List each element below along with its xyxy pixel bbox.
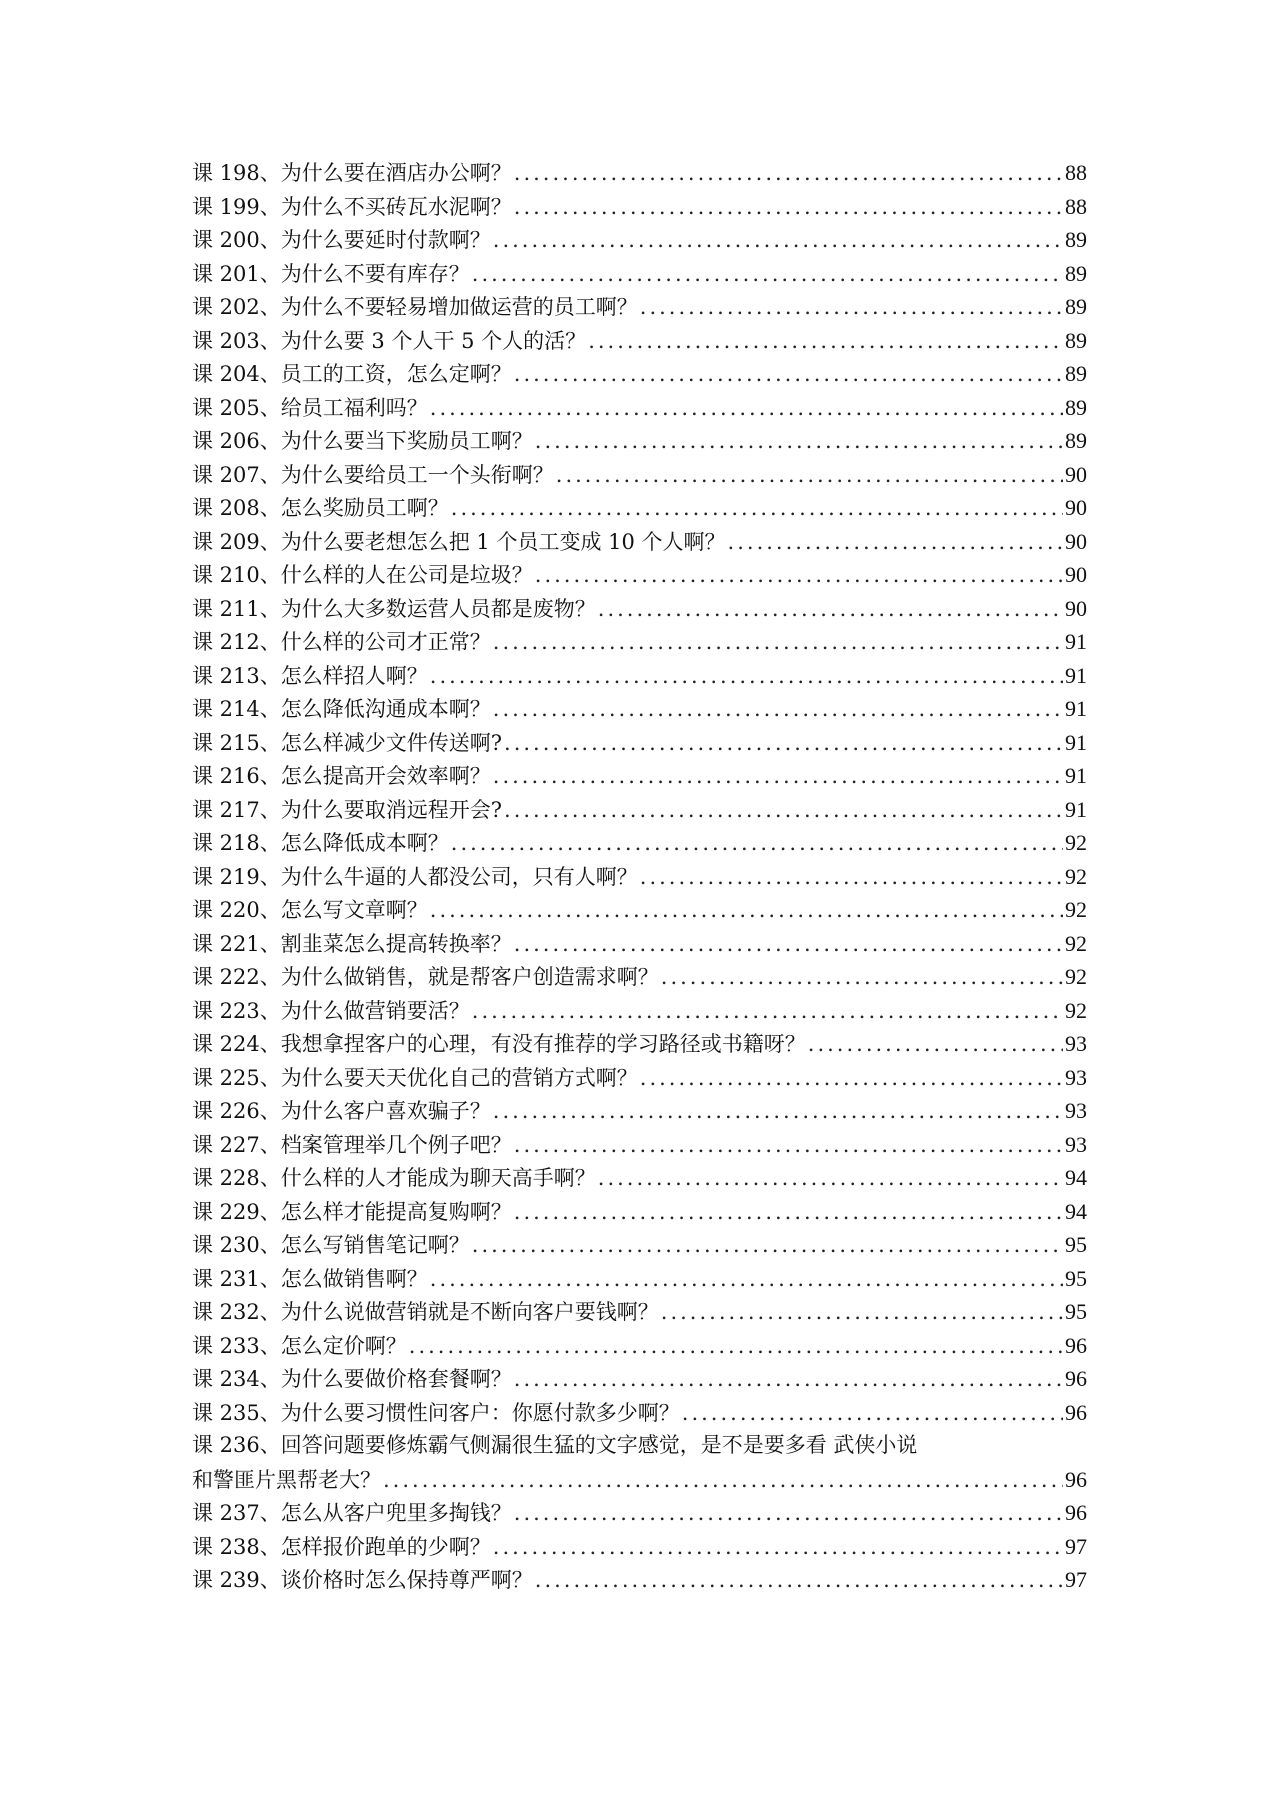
toc-entry-page-number: 90 <box>1065 562 1087 587</box>
dot-leader <box>640 861 1063 895</box>
dot-leader <box>598 1162 1063 1196</box>
dot-leader <box>430 660 1063 694</box>
toc-entry-page-number: 90 <box>1065 595 1087 621</box>
dot-leader <box>493 626 1063 660</box>
toc-entry-page-number: 92 <box>1065 897 1087 922</box>
toc-entry-label: 课 209、为什么要老想怎么把 1 个员工变成 10 个人啊？ <box>192 529 726 554</box>
toc-entry-label: 课 226、为什么客户喜欢骗子？ <box>192 1099 491 1123</box>
toc-entry[interactable] <box>192 927 1087 961</box>
toc-entry[interactable] <box>192 190 1087 224</box>
toc-entry-label: 课 218、怎么降低成本啊？ <box>192 831 449 855</box>
toc-entry-label: 课 207、为什么要给员工一个头衔啊？ <box>192 462 554 487</box>
toc-entry-label: 课 229、怎么样才能提高复购啊？ <box>192 1199 512 1224</box>
dot-leader <box>504 794 1063 828</box>
dot-leader <box>682 1397 1063 1431</box>
dot-leader <box>472 258 1063 292</box>
toc-entry[interactable] <box>192 1128 1087 1162</box>
dot-leader <box>535 1564 1063 1598</box>
toc-entry-label: 课 200、为什么要延时付款啊？ <box>192 228 491 252</box>
toc-entry[interactable] <box>192 391 1087 425</box>
dot-leader <box>514 1196 1063 1230</box>
toc-entry[interactable] <box>192 994 1087 1028</box>
toc-entry-label: 课 206、为什么要当下奖励员工啊？ <box>192 429 533 453</box>
dot-leader <box>472 995 1063 1029</box>
toc-entry[interactable] <box>192 1027 1087 1061</box>
toc-entry-page-number: 91 <box>1065 796 1087 822</box>
toc-entry-label: 课 219、为什么牛逼的人都没公司，只有人啊？ <box>192 864 638 889</box>
toc-entry-label: 课 230、怎么写销售笔记啊？ <box>192 1233 470 1257</box>
dot-leader <box>640 291 1063 325</box>
toc-entry-page-number: 89 <box>1065 260 1087 286</box>
toc-entry[interactable] <box>192 793 1087 827</box>
toc-entry-page-number: 95 <box>1065 1299 1087 1324</box>
toc-entry[interactable] <box>192 290 1087 324</box>
toc-entry-page-number: 91 <box>1065 662 1087 688</box>
toc-entry[interactable] <box>192 826 1087 860</box>
toc-entry[interactable] <box>192 1161 1087 1195</box>
dot-leader <box>430 1263 1063 1297</box>
toc-entry-label: 课 228、什么样的人才能成为聊天高手啊？ <box>192 1166 596 1190</box>
dot-leader <box>430 894 1063 928</box>
toc-entry-page-number: 96 <box>1065 1332 1087 1358</box>
toc-entry-page-number: 88 <box>1065 193 1087 219</box>
toc-entry[interactable] <box>192 759 1087 793</box>
toc-entry[interactable] <box>192 324 1087 358</box>
toc-entry[interactable] <box>192 424 1087 458</box>
toc-entry[interactable] <box>192 1094 1087 1128</box>
toc-entry-page-number: 96 <box>1065 1366 1087 1391</box>
toc-entry-label: 课 205、给员工福利吗？ <box>192 395 428 420</box>
dot-leader <box>504 727 1063 761</box>
toc-entry-label: 课 204、员工的工资，怎么定啊？ <box>192 362 512 386</box>
dot-leader <box>556 459 1063 493</box>
toc-entry-label: 课 235、为什么要习惯性问客户：你愿付款多少啊？ <box>192 1400 680 1425</box>
toc-entry-label: 课 203、为什么要 3 个人干 5 个人的活？ <box>192 328 587 353</box>
toc-entry-label: 课 227、档案管理举几个例子吧？ <box>192 1132 512 1157</box>
toc-entry-page-number: 92 <box>1065 997 1087 1023</box>
toc-entry-page-number: 93 <box>1065 1098 1087 1123</box>
toc-entry-label: 课 211、为什么大多数运营人员都是废物？ <box>192 596 596 621</box>
dot-leader <box>514 1363 1063 1397</box>
toc-entry-page-number: 91 <box>1065 763 1087 788</box>
toc-entry-label: 课 217、为什么要取消远程开会? <box>192 797 503 822</box>
toc-entry-label: 课 220、怎么写文章啊？ <box>192 898 428 922</box>
toc-entry[interactable] <box>192 223 1087 257</box>
toc-entry-page-number: 93 <box>1065 1131 1087 1157</box>
toc-entry-page-number: 92 <box>1065 930 1087 956</box>
dot-leader <box>808 1028 1063 1062</box>
toc-entry-label-line-1: 课 236、回答问题要修炼霸气侧漏很生猛的文字感觉，是不是要多看 武侠小说 <box>192 1433 918 1457</box>
dot-leader <box>514 1129 1063 1163</box>
toc-entry[interactable] <box>192 960 1087 994</box>
toc-entry-page-number: 93 <box>1065 1031 1087 1056</box>
toc-entry[interactable] <box>192 257 1087 291</box>
toc-entry[interactable] <box>192 1496 1087 1530</box>
toc-entry[interactable] <box>192 1195 1087 1229</box>
toc-entry-page-number: 91 <box>1065 696 1087 721</box>
toc-entry-page-number: 90 <box>1065 495 1087 520</box>
dot-leader <box>661 961 1063 995</box>
dot-leader <box>493 693 1063 727</box>
dot-leader <box>514 358 1063 392</box>
toc-entry[interactable] <box>192 525 1087 559</box>
toc-entry-page-number: 92 <box>1065 830 1087 855</box>
toc-entry[interactable] <box>192 1262 1087 1296</box>
toc-entry-page-number: 89 <box>1065 294 1087 319</box>
toc-entry-page-number: 89 <box>1065 227 1087 252</box>
toc-entry-page-number: 92 <box>1065 964 1087 989</box>
toc-entry[interactable] <box>192 592 1087 626</box>
dot-leader <box>661 1296 1063 1330</box>
toc-entry[interactable] <box>192 860 1087 894</box>
dot-leader <box>535 559 1063 593</box>
toc-entry-page-number: 88 <box>1065 160 1087 185</box>
toc-entry-label: 课 216、怎么提高开会效率啊？ <box>192 764 491 788</box>
toc-entry-page-number: 97 <box>1065 1533 1087 1559</box>
toc-entry[interactable] <box>192 1329 1087 1363</box>
dot-leader <box>493 224 1063 258</box>
dot-leader <box>514 191 1063 225</box>
dot-leader <box>588 325 1063 359</box>
toc-entry[interactable] <box>192 156 1087 190</box>
toc-entry-page-number: 89 <box>1065 327 1087 353</box>
toc-entry[interactable] <box>192 458 1087 492</box>
dot-leader <box>430 392 1063 426</box>
toc-entry-page-number: 89 <box>1065 428 1087 453</box>
toc-entry[interactable] <box>192 659 1087 693</box>
toc-tail-entries <box>192 1496 1087 1597</box>
toc-entry[interactable] <box>192 1061 1087 1095</box>
toc-entry-label: 课 210、什么样的人在公司是垃圾？ <box>192 563 533 587</box>
toc-entry[interactable] <box>192 1228 1087 1262</box>
dot-leader <box>451 492 1063 526</box>
toc-entry[interactable] <box>192 1295 1087 1329</box>
toc-entry[interactable] <box>192 558 1087 592</box>
dot-leader <box>535 425 1063 459</box>
toc-entry-label: 课 214、怎么降低沟通成本啊？ <box>192 697 491 721</box>
toc-entries <box>192 156 1087 1429</box>
toc-entry[interactable] <box>192 357 1087 391</box>
toc-entry-label: 课 208、怎么奖励员工啊？ <box>192 496 449 520</box>
toc-entry-page-number: 91 <box>1065 629 1087 654</box>
toc-entry-page-number: 94 <box>1065 1198 1087 1224</box>
dot-leader <box>640 1062 1063 1096</box>
dot-leader <box>514 928 1063 962</box>
dot-leader <box>598 593 1063 627</box>
dot-leader <box>493 1531 1063 1565</box>
toc-entry-label: 课 198、为什么要在酒店办公啊？ <box>192 161 512 185</box>
toc-entry-label: 课 213、怎么样招人啊？ <box>192 663 428 688</box>
toc-entry-label: 课 202、为什么不要轻易增加做运营的员工啊？ <box>192 295 638 319</box>
dot-leader <box>493 1095 1063 1129</box>
toc-entry-label: 课 234、为什么要做价格套餐啊？ <box>192 1367 512 1391</box>
toc-entry-label: 课 221、割韭菜怎么提高转换率？ <box>192 931 512 956</box>
toc-entry-page-number: 95 <box>1065 1265 1087 1291</box>
toc-entry-label: 课 231、怎么做销售啊？ <box>192 1266 428 1291</box>
toc-entry[interactable] <box>192 1362 1087 1396</box>
dot-leader <box>514 157 1063 191</box>
toc-entry[interactable] <box>192 625 1087 659</box>
toc-entry-label: 课 233、怎么定价啊？ <box>192 1333 407 1358</box>
dot-leader <box>514 1497 1063 1531</box>
toc-entry-label: 课 223、为什么做营销要活？ <box>192 998 470 1023</box>
toc-entry[interactable] <box>192 726 1087 760</box>
toc-entry-page-number: 93 <box>1065 1064 1087 1090</box>
toc-entry-label: 课 215、怎么样减少文件传送啊? <box>192 730 503 755</box>
toc-entry-page-number: 96 <box>1065 1466 1087 1492</box>
toc-entry-label: 课 201、为什么不要有库存？ <box>192 261 470 286</box>
toc-entry-page-number: 97 <box>1065 1567 1087 1592</box>
toc-entry-label-line-2: 和警匪片黑帮老大？ <box>192 1467 381 1492</box>
toc-entry-wrapped[interactable] <box>192 1429 1087 1496</box>
toc-entry-label: 课 239、谈价格时怎么保持尊严啊？ <box>192 1568 533 1592</box>
toc-entry-page-number: 89 <box>1065 361 1087 386</box>
toc-entry[interactable] <box>192 1530 1087 1564</box>
toc-entry-label: 课 199、为什么不买砖瓦水泥啊？ <box>192 194 512 219</box>
toc-entry-page-number: 91 <box>1065 729 1087 755</box>
dot-leader <box>451 827 1063 861</box>
toc-entry-page-number: 89 <box>1065 394 1087 420</box>
toc-entry-label: 课 237、怎么从客户兜里多掏钱？ <box>192 1501 512 1525</box>
toc-entry-page-number: 90 <box>1065 461 1087 487</box>
toc-entry[interactable] <box>192 1563 1087 1597</box>
toc-entry-page-number: 95 <box>1065 1232 1087 1257</box>
toc-entry-page-number: 90 <box>1065 528 1087 554</box>
toc-entry-page-number: 92 <box>1065 863 1087 889</box>
toc-entry-label: 课 224、我想拿捏客户的心理，有没有推荐的学习路径或书籍呀？ <box>192 1032 806 1056</box>
toc-entry-page-number: 96 <box>1065 1500 1087 1525</box>
dot-leader <box>409 1330 1063 1364</box>
toc-entry-label: 课 212、什么样的公司才正常？ <box>192 630 491 654</box>
toc-entry-label: 课 232、为什么说做营销就是不断向客户要钱啊？ <box>192 1300 659 1324</box>
dot-leader <box>472 1229 1063 1263</box>
table-of-contents <box>192 156 1087 1597</box>
toc-entry[interactable] <box>192 1396 1087 1430</box>
dot-leader <box>728 526 1063 560</box>
dot-leader <box>383 1464 1063 1498</box>
toc-entry-page-number: 96 <box>1065 1399 1087 1425</box>
toc-entry-label: 课 225、为什么要天天优化自己的营销方式啊？ <box>192 1065 638 1090</box>
toc-entry[interactable] <box>192 491 1087 525</box>
toc-entry[interactable] <box>192 893 1087 927</box>
toc-entry-page-number: 94 <box>1065 1165 1087 1190</box>
toc-entry-label: 课 238、怎样报价跑单的少啊？ <box>192 1534 491 1559</box>
dot-leader <box>493 760 1063 794</box>
toc-entry-label: 课 222、为什么做销售，就是帮客户创造需求啊？ <box>192 965 659 989</box>
toc-entry[interactable] <box>192 692 1087 726</box>
